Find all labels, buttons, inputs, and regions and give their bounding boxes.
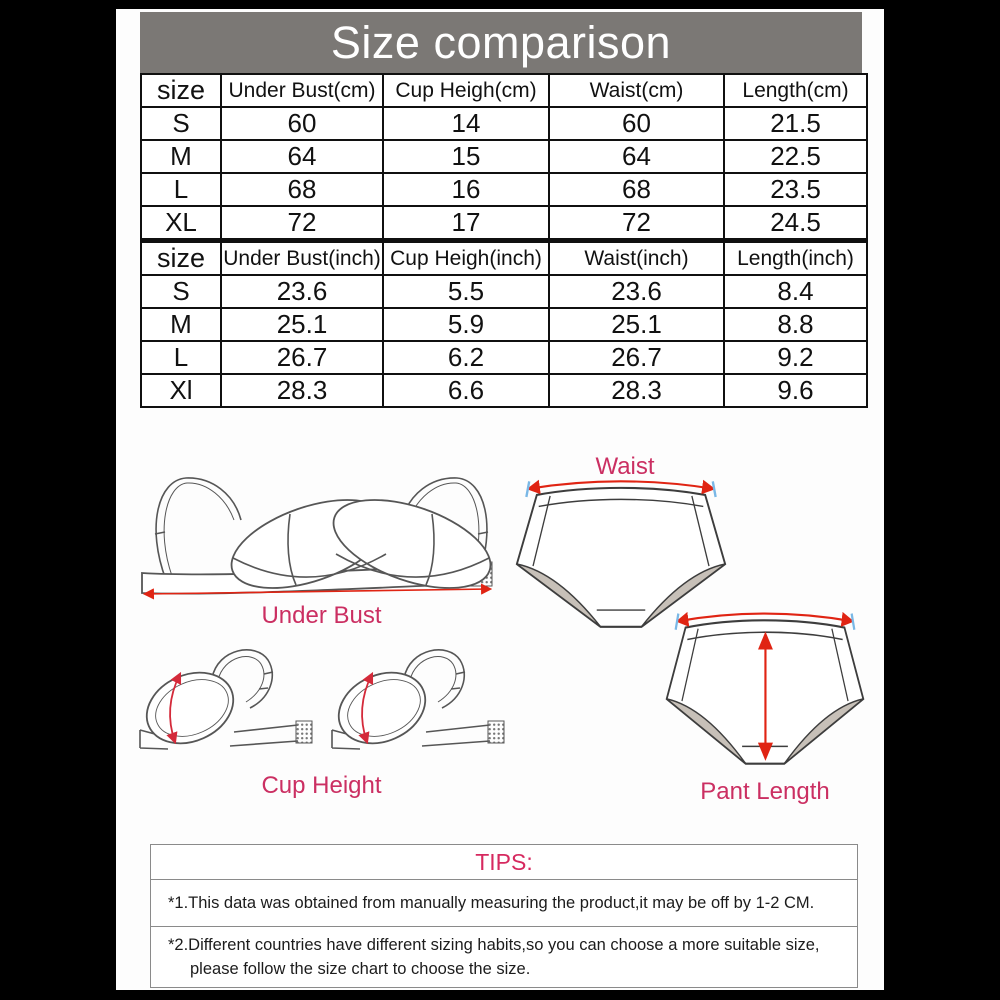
page-title: Size comparison xyxy=(330,16,672,68)
table-cell: 26.7 xyxy=(549,341,724,374)
waist-tick-right-2 xyxy=(852,614,855,630)
table-cell: 14 xyxy=(383,107,549,140)
table-cell: 16 xyxy=(383,173,549,206)
table-cell: size xyxy=(141,74,221,107)
table-cell: 28.3 xyxy=(549,374,724,407)
table-cell: L xyxy=(141,173,221,206)
table-cell: XL xyxy=(141,206,221,241)
table-cell: S xyxy=(141,107,221,140)
tips-heading: TIPS: xyxy=(151,845,857,880)
tip-item-2: *2.Different countries have different sizing habits,so you can choose a more suitable size, please follow the size chart to choose the size. xyxy=(168,936,820,978)
table-cell: 28.3 xyxy=(221,374,383,407)
table-cell: 5.9 xyxy=(383,308,549,341)
table-cell: 68 xyxy=(549,173,724,206)
table-cell: 60 xyxy=(221,107,383,140)
table-header-row-cm xyxy=(141,74,867,107)
table-cell: Cup Heigh(cm) xyxy=(383,74,549,107)
pant-length-label: Pant Length xyxy=(700,778,830,805)
table-cell: S xyxy=(141,275,221,308)
table-cell: 6.6 xyxy=(383,374,549,407)
waist-tick-left-2 xyxy=(676,614,679,630)
table-cell: 15 xyxy=(383,140,549,173)
table-cell: 9.2 xyxy=(724,341,867,374)
table-cell: 68 xyxy=(221,173,383,206)
title-bar xyxy=(140,12,862,73)
table-row xyxy=(141,206,867,241)
panty-length-illustration xyxy=(664,606,866,768)
table-cell: Length(inch) xyxy=(724,241,867,276)
table-cell: M xyxy=(141,140,221,173)
table-cell: 22.5 xyxy=(724,140,867,173)
table-row xyxy=(141,173,867,206)
table-cell: 64 xyxy=(549,140,724,173)
tips-box xyxy=(150,844,858,988)
table-cell: 64 xyxy=(221,140,383,173)
table-cell: 8.4 xyxy=(724,275,867,308)
table-cell: 26.7 xyxy=(221,341,383,374)
table-cell: 24.5 xyxy=(724,206,867,241)
table-cell: 9.6 xyxy=(724,374,867,407)
table-cell: Cup Heigh(inch) xyxy=(383,241,549,276)
table-row xyxy=(141,341,867,374)
table-row xyxy=(141,140,867,173)
table-row xyxy=(141,374,867,407)
waist-tick-right xyxy=(713,481,716,497)
table-cell: size xyxy=(141,241,221,276)
table-cell: M xyxy=(141,308,221,341)
cup-height-label: Cup Height xyxy=(261,772,382,799)
waist-label: Waist xyxy=(595,453,655,480)
bra-front-illustration xyxy=(138,472,505,600)
table-cell: L xyxy=(141,341,221,374)
table-row xyxy=(141,107,867,140)
table-cell: Under Bust(cm) xyxy=(221,74,383,107)
table-cell: 60 xyxy=(549,107,724,140)
size-table xyxy=(140,73,868,408)
table-cell: Length(cm) xyxy=(724,74,867,107)
table-cell: Waist(inch) xyxy=(549,241,724,276)
waist-tick-left xyxy=(526,481,529,497)
table-cell: 21.5 xyxy=(724,107,867,140)
table-cell: 72 xyxy=(549,206,724,241)
table-cell: Xl xyxy=(141,374,221,407)
table-cell: 23.5 xyxy=(724,173,867,206)
table-cell: 25.1 xyxy=(221,308,383,341)
under-bust-label: Under Bust xyxy=(261,602,382,629)
table-cell: 8.8 xyxy=(724,308,867,341)
table-cell: 25.1 xyxy=(549,308,724,341)
table-cell: 72 xyxy=(221,206,383,241)
table-cell: 17 xyxy=(383,206,549,241)
table-cell: 23.6 xyxy=(221,275,383,308)
table-row xyxy=(141,275,867,308)
bra-side-illustrations xyxy=(138,646,506,766)
table-cell: Waist(cm) xyxy=(549,74,724,107)
table-cell: Under Bust(inch) xyxy=(221,241,383,276)
tip-item-1: *1.This data was obtained from manually measuring the product,it may be off by 1-2 CM. xyxy=(151,880,857,927)
table-cell: 23.6 xyxy=(549,275,724,308)
table-cell: 5.5 xyxy=(383,275,549,308)
table-header-row-inch xyxy=(141,241,867,276)
table-cell: 6.2 xyxy=(383,341,549,374)
table-row xyxy=(141,308,867,341)
